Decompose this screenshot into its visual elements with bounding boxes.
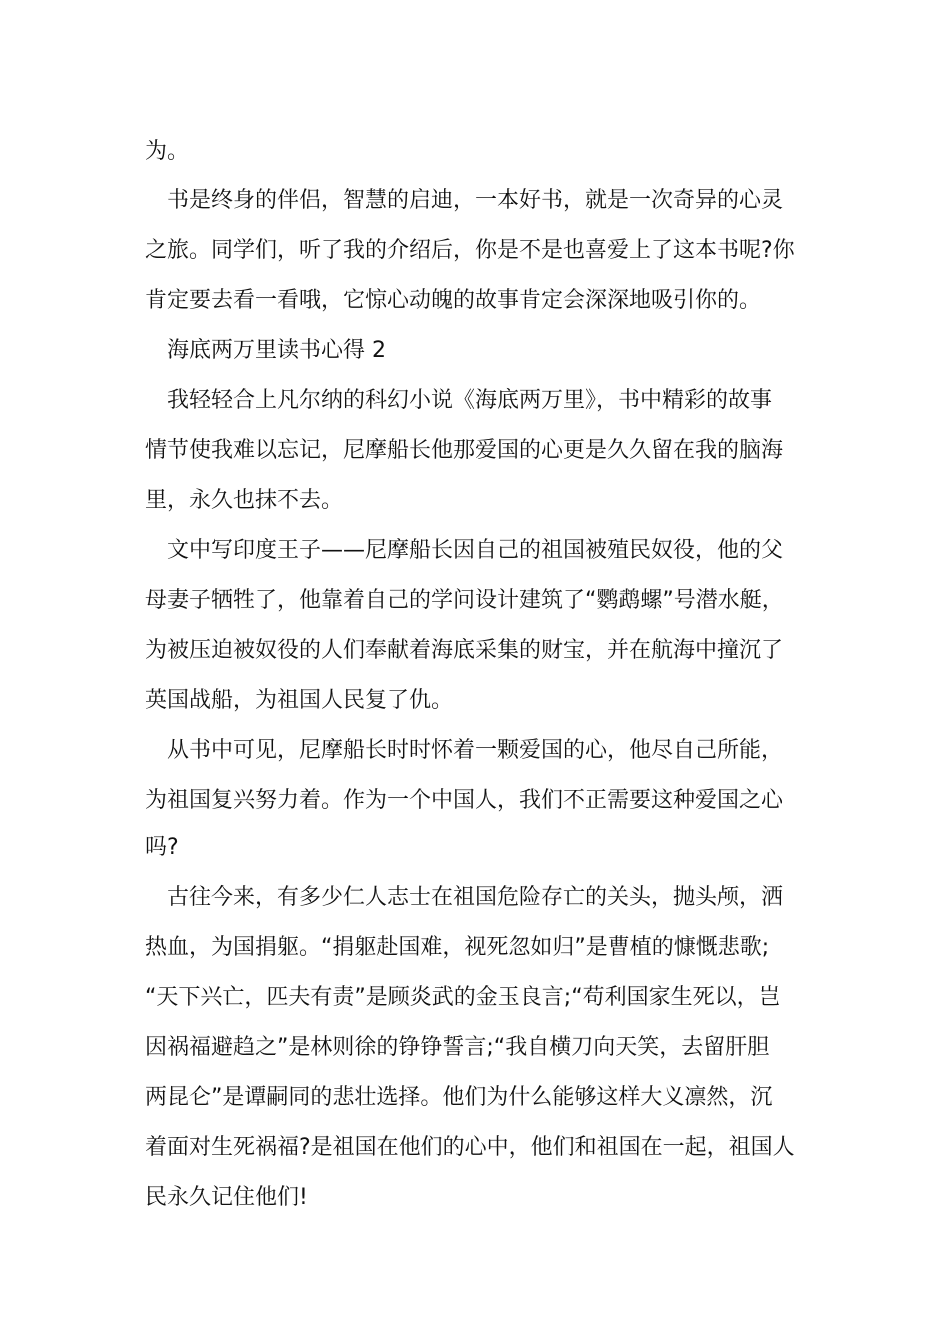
text-line: 肯定要去看一看哦，它惊心动魄的故事肯定会深深地吸引你的。: [145, 288, 762, 313]
text-line: 英国战船，为祖国人民复了仇。: [145, 688, 454, 713]
text-line: 情节使我难以忘记，尼摩船长他那爱国的心更是久久留在我的脑海: [145, 438, 784, 463]
text-line: 母妻子牺牲了，他靠着自己的学问设计建筑了“鹦鹉螺”号潜水艇，: [145, 588, 784, 613]
text-line: 两昆仑”是谭嗣同的悲壮选择。他们为什么能够这样大义凛然，沉: [145, 1085, 773, 1110]
text-line: 为祖国复兴努力着。作为一个中国人，我们不正需要这种爱国之心: [145, 788, 784, 813]
text-line: 我轻轻合上凡尔纳的科幻小说《海底两万里》，书中精彩的故事: [167, 388, 773, 413]
text-line: 民永久记住他们!: [145, 1185, 308, 1210]
text-line: 为。: [145, 139, 190, 164]
section-heading: 海底两万里读书心得 2: [167, 338, 386, 363]
text-line: 热血，为国捐躯。“捐躯赴国难，视死忽如归”是曹植的慷慨悲歌;: [145, 935, 770, 960]
text-line: 从书中可见，尼摩船长时时怀着一颗爱国的心，他尽自己所能，: [167, 738, 784, 763]
text-line: “天下兴亡，匹夫有责”是顾炎武的金玉良言;“苟利国家生死以，岂: [145, 985, 781, 1010]
text-line: 里，永久也抹不去。: [145, 488, 344, 513]
text-line: 文中写印度王子——尼摩船长因自己的祖国被殖民奴役，他的父: [167, 538, 784, 563]
text-line: 着面对生死祸福?是祖国在他们的心中，他们和祖国在一起，祖国人: [145, 1135, 795, 1160]
text-line: 古往今来，有多少仁人志士在祖国危险存亡的关头，抛头颅，洒: [167, 885, 784, 910]
text-line: 吗?: [145, 835, 179, 860]
text-line: 因祸福避趋之”是林则徐的铮铮誓言;“我自横刀向天笑，去留肝胆: [145, 1035, 770, 1060]
text-line: 书是终身的伴侣，智慧的启迪，一本好书，就是一次奇异的心灵: [167, 188, 784, 213]
text-line: 为被压迫被奴役的人们奉献着海底采集的财宝，并在航海中撞沉了: [145, 638, 784, 663]
text-line: 之旅。同学们，听了我的介绍后，你是不是也喜爱上了这本书呢?你: [145, 238, 795, 263]
